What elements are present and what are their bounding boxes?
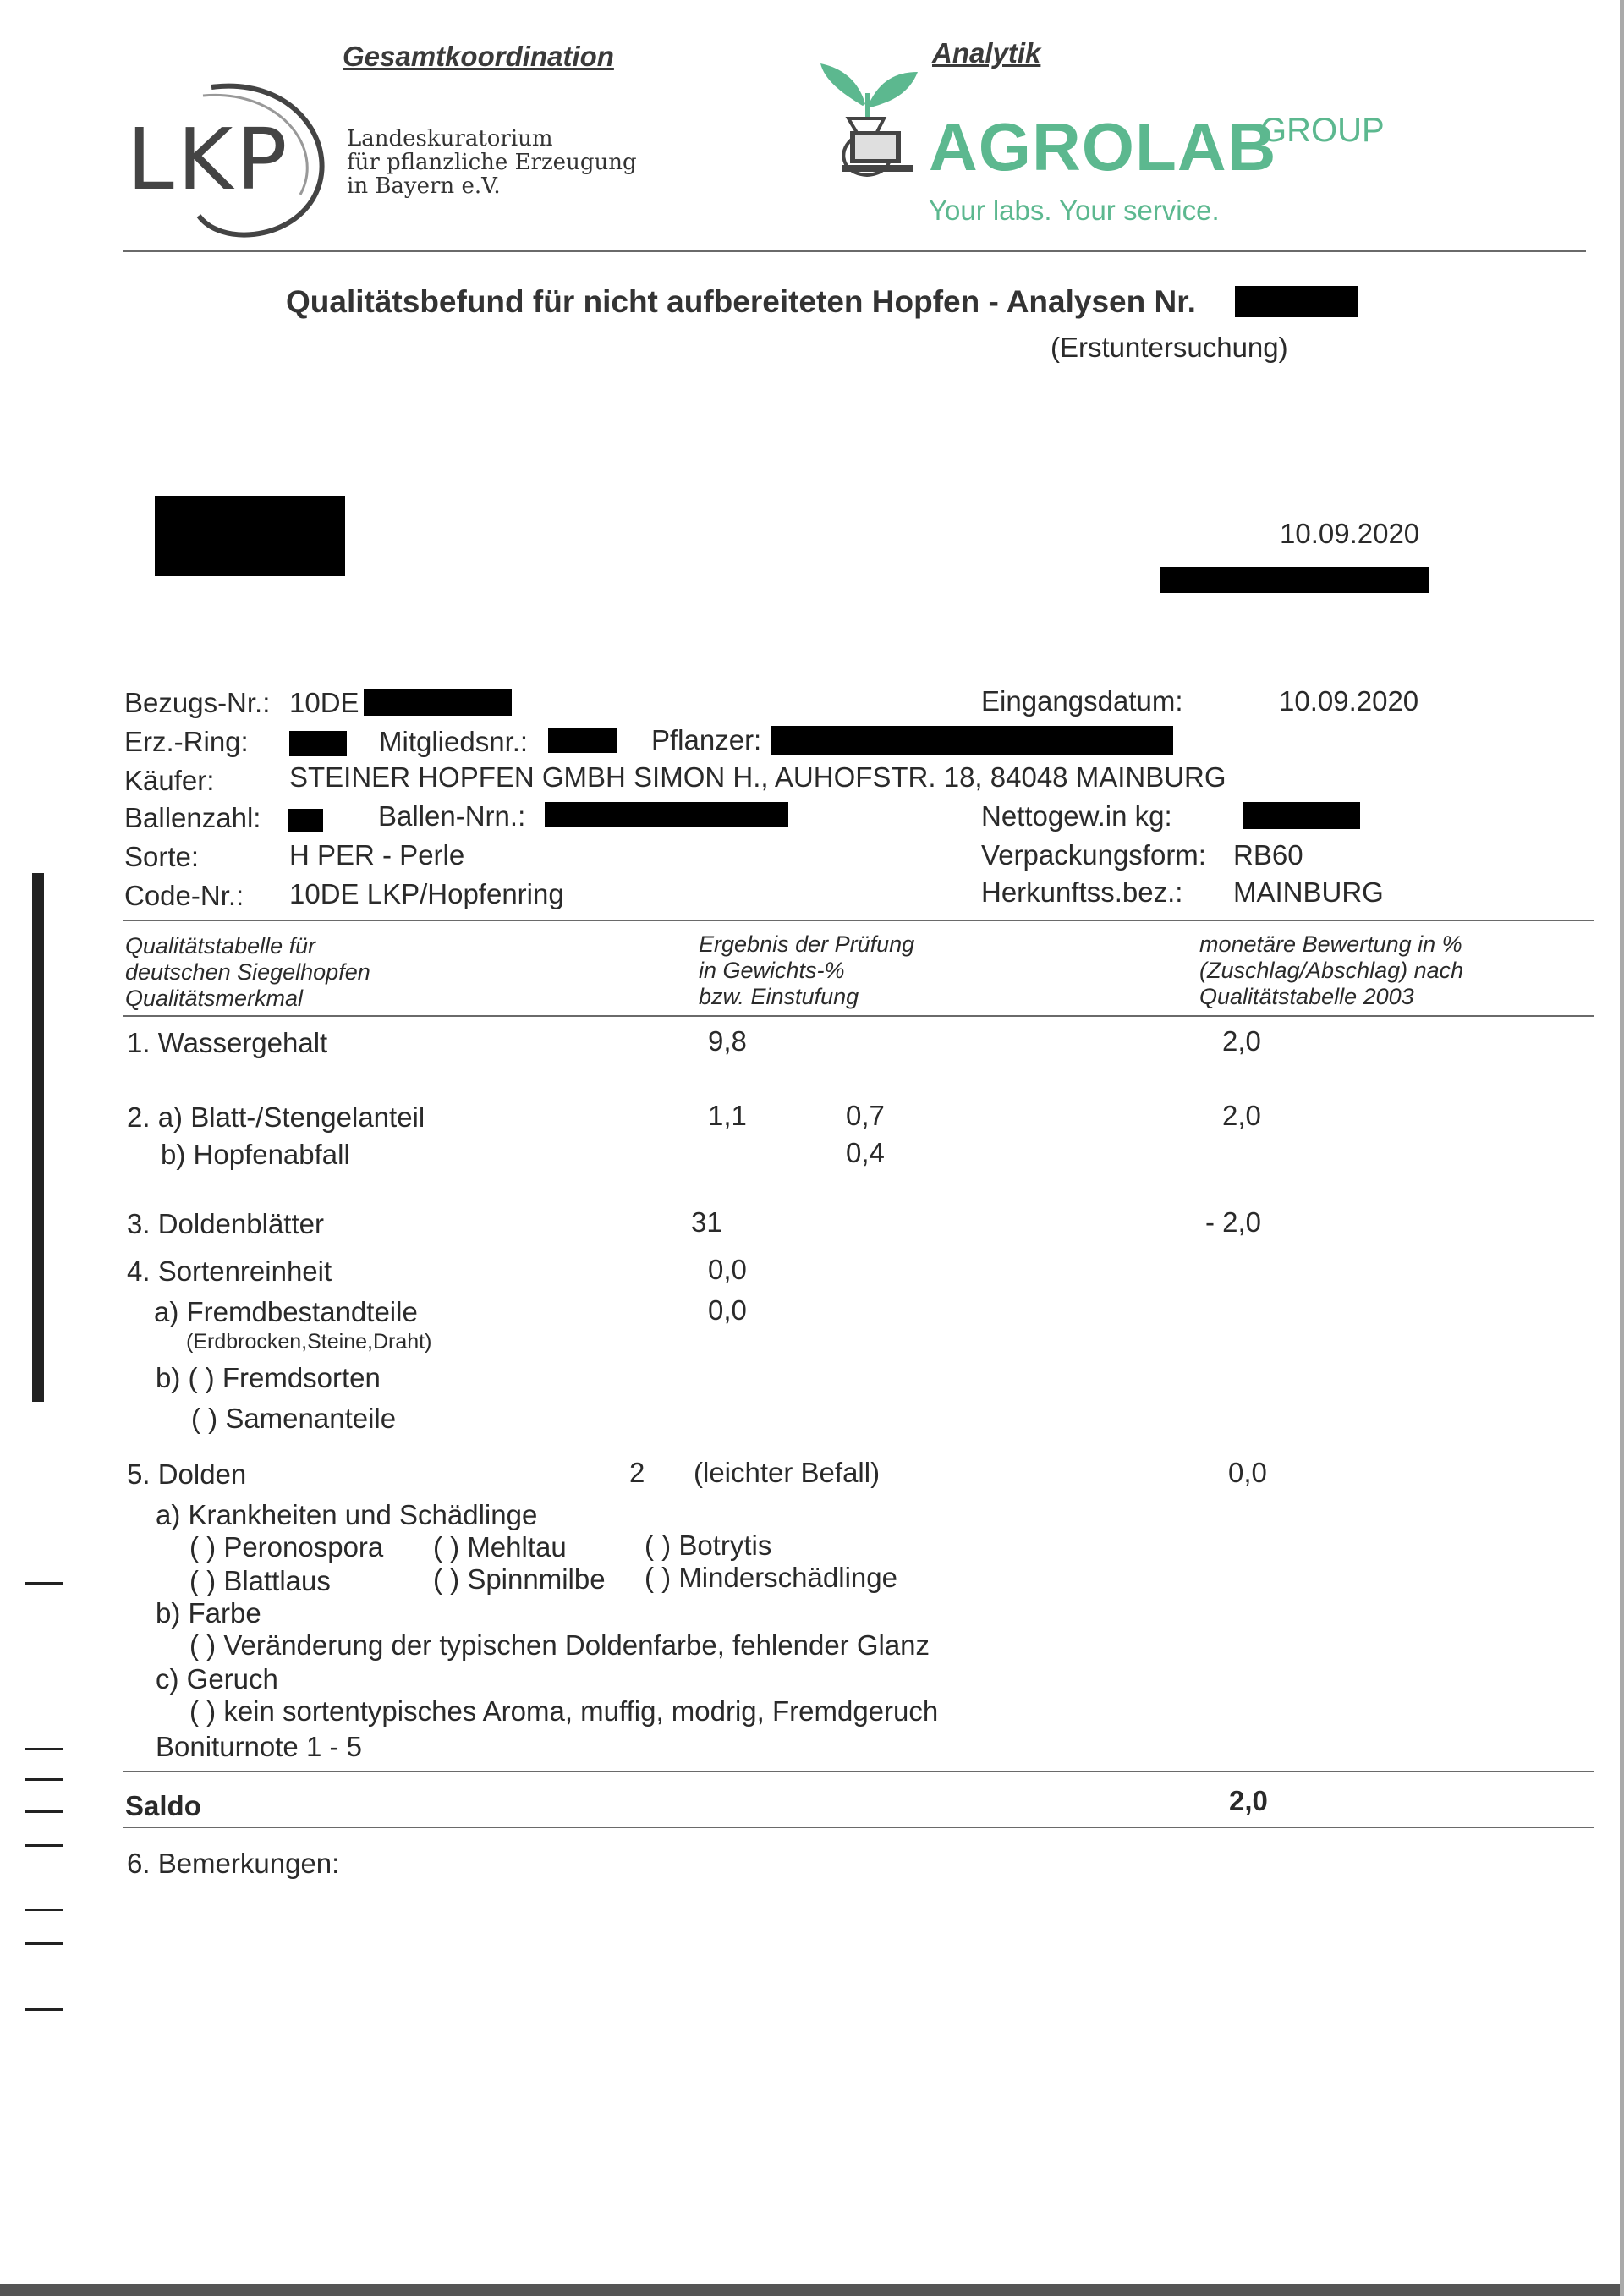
page-subtitle: (Erstuntersuchung) (1051, 332, 1288, 363)
option-mehltau: ( ) Mehltau (433, 1531, 567, 1563)
redaction-block (1235, 286, 1358, 317)
row-dolden-label: 5. Dolden (127, 1458, 247, 1490)
lkp-line1: Landeskuratorium (347, 126, 553, 151)
scan-tick (25, 1942, 63, 1945)
erzring-label: Erz.-Ring: (124, 726, 249, 757)
redaction-block (288, 809, 323, 832)
col-header-evaluation (1199, 931, 1463, 1010)
analytik-caption: Analytik (932, 37, 1041, 69)
option-minderschaedlinge: ( ) Minderschädlinge (645, 1562, 897, 1593)
option-farbe: ( ) Veränderung der typischen Doldenfarbe, fehlender Glanz (189, 1629, 930, 1661)
col1-line3: Qualitätsmerkmal (125, 986, 304, 1011)
col-header-result (699, 931, 914, 1010)
row-wassergehalt-eval: 2,0 (1222, 1025, 1261, 1057)
col3-line2: (Zuschlag/Abschlag) nach (1199, 958, 1464, 983)
option-botrytis: ( ) Botrytis (645, 1530, 772, 1561)
saldo-value: 2,0 (1229, 1785, 1268, 1816)
saldo-top-divider (123, 1771, 1594, 1772)
row-sortenreinheit-value: 0,0 (708, 1254, 747, 1285)
scan-tick (25, 1844, 63, 1847)
bemerkungen-label: 6. Bemerkungen: (127, 1848, 340, 1879)
row-hopfenabfall-label: b) Hopfenabfall (161, 1139, 350, 1170)
row-geruch-label: c) Geruch (156, 1663, 278, 1695)
lkp-line2: für pflanzliche Erzeugung (347, 150, 637, 175)
col3-line3: Qualitätstabelle 2003 (1199, 984, 1414, 1009)
scan-tick (25, 1810, 63, 1813)
row-dolden-note: (leichter Befall) (694, 1457, 881, 1488)
col3-line1: monetäre Bewertung in % (1199, 931, 1462, 957)
row-dolden-value: 2 (629, 1457, 645, 1488)
gesamtkoordination-caption: Gesamtkoordination (343, 41, 614, 72)
code-label: Code-Nr.: (124, 880, 244, 911)
row-fremdbestandteile-label: a) Fremdbestandteile (154, 1296, 418, 1327)
row-wassergehalt-label: 1. Wassergehalt (127, 1027, 328, 1058)
redaction-block (771, 726, 1173, 755)
row-doldenblaetter-eval: - 2,0 (1205, 1206, 1262, 1238)
redaction-block (289, 731, 347, 756)
eingang-label: Eingangsdatum: (981, 685, 1183, 717)
agrolab-slogan: Your labs. Your service. (929, 195, 1220, 226)
redaction-block (1160, 567, 1429, 593)
kaeufer-label: Käufer: (124, 765, 215, 796)
row-dolden-eval: 0,0 (1228, 1457, 1267, 1488)
verpackung-label: Verpackungsform: (981, 839, 1206, 871)
ballennrn-label: Ballen-Nrn.: (378, 800, 526, 832)
option-geruch: ( ) kein sortentypisches Aroma, muffig, modrig, Fremdgeruch (189, 1695, 939, 1727)
row-krankheiten-label: a) Krankheiten und Schädlinge (156, 1499, 538, 1530)
page-title: Qualitätsbefund für nicht aufbereiteten Hopfen - Analysen Nr. (286, 284, 1196, 319)
row-blatt-eval: 2,0 (1222, 1100, 1261, 1131)
mitglied-label: Mitgliedsnr.: (379, 726, 529, 757)
row-samenanteile-label: ( ) Samenanteile (191, 1403, 397, 1434)
row-doldenblaetter-label: 3. Doldenblätter (127, 1208, 324, 1239)
table-header-divider (123, 1015, 1594, 1017)
row-sortenreinheit-label: 4. Sortenreinheit (127, 1255, 332, 1287)
col2-line1: Ergebnis der Prüfung (699, 931, 915, 957)
row-blatt-value1: 1,1 (708, 1100, 747, 1131)
ballenzahl-label: Ballenzahl: (124, 802, 261, 833)
fields-divider (123, 920, 1594, 921)
agrolab-group: GROUP (1260, 112, 1385, 149)
scan-right-edge (1620, 0, 1624, 2296)
lkp-logo-text: LKP (127, 110, 291, 209)
redaction-block (545, 802, 788, 827)
col2-line3: bzw. Einstufung (699, 984, 859, 1009)
lkp-org-name (347, 127, 637, 198)
scan-tick (25, 2008, 63, 2011)
scan-bottom-edge (0, 2284, 1624, 2296)
row-blatt-value2: 0,7 (846, 1100, 885, 1131)
agrolab-name: AGROLAB (929, 109, 1277, 184)
row-wassergehalt-value: 9,8 (708, 1025, 747, 1057)
kaeufer-value: STEINER HOPFEN GMBH SIMON H., AUHOFSTR. 18, 84048 MAINBURG (289, 761, 1226, 793)
eingang-value: 10.09.2020 (1279, 685, 1419, 717)
option-spinnmilbe: ( ) Spinnmilbe (433, 1563, 606, 1595)
herkunft-label: Herkunftss.bez.: (981, 876, 1183, 908)
saldo-bottom-divider (123, 1827, 1594, 1828)
bezugs-label: Bezugs-Nr.: (124, 687, 271, 718)
col1-line2: deutschen Siegelhopfen (125, 959, 370, 985)
col-header-quality (125, 933, 370, 1012)
saldo-label: Saldo (125, 1790, 201, 1821)
row-doldenblaetter-value: 31 (691, 1206, 722, 1238)
redaction-block (155, 496, 345, 576)
agrolab-flask-icon (816, 47, 926, 182)
header-divider (123, 250, 1586, 252)
pflanzer-label: Pflanzer: (651, 724, 762, 755)
redaction-block (1243, 802, 1360, 829)
scan-tick (25, 1582, 63, 1585)
sorte-value: H PER - Perle (289, 839, 465, 871)
redaction-block (364, 689, 512, 716)
bonitur-note: Boniturnote 1 - 5 (156, 1731, 362, 1762)
netto-label: Nettogew.in kg: (981, 800, 1172, 832)
sorte-label: Sorte: (124, 841, 200, 872)
scan-tick (25, 1909, 63, 1911)
row-fremdbestandteile-note: (Erdbrocken,Steine,Draht) (186, 1330, 432, 1354)
code-value: 10DE LKP/Hopfenring (289, 878, 564, 909)
row-farbe-label: b) Farbe (156, 1597, 261, 1629)
herkunft-value: MAINBURG (1233, 876, 1384, 908)
row-fremdbestandteile-value: 0,0 (708, 1294, 747, 1326)
row-fremdsorten-label: b) ( ) Fremdsorten (156, 1362, 381, 1393)
scan-tick (25, 1778, 63, 1781)
col2-line2: in Gewichts-% (699, 958, 845, 983)
option-peronospora: ( ) Peronospora (189, 1531, 384, 1563)
col1-line1: Qualitätstabelle für (125, 933, 316, 958)
row-hopfenabfall-value: 0,4 (846, 1137, 885, 1168)
row-blatt-label: 2. a) Blatt-/Stengelanteil (127, 1101, 425, 1133)
option-blattlaus: ( ) Blattlaus (189, 1565, 331, 1596)
verpackung-value: RB60 (1233, 839, 1303, 871)
document-date: 10.09.2020 (1280, 518, 1420, 549)
scan-margin-bar (32, 873, 44, 1402)
scan-tick (25, 1748, 63, 1750)
redaction-block (548, 728, 617, 753)
bezugs-value: 10DE (289, 687, 359, 718)
lkp-line3: in Bayern e.V. (347, 173, 501, 199)
